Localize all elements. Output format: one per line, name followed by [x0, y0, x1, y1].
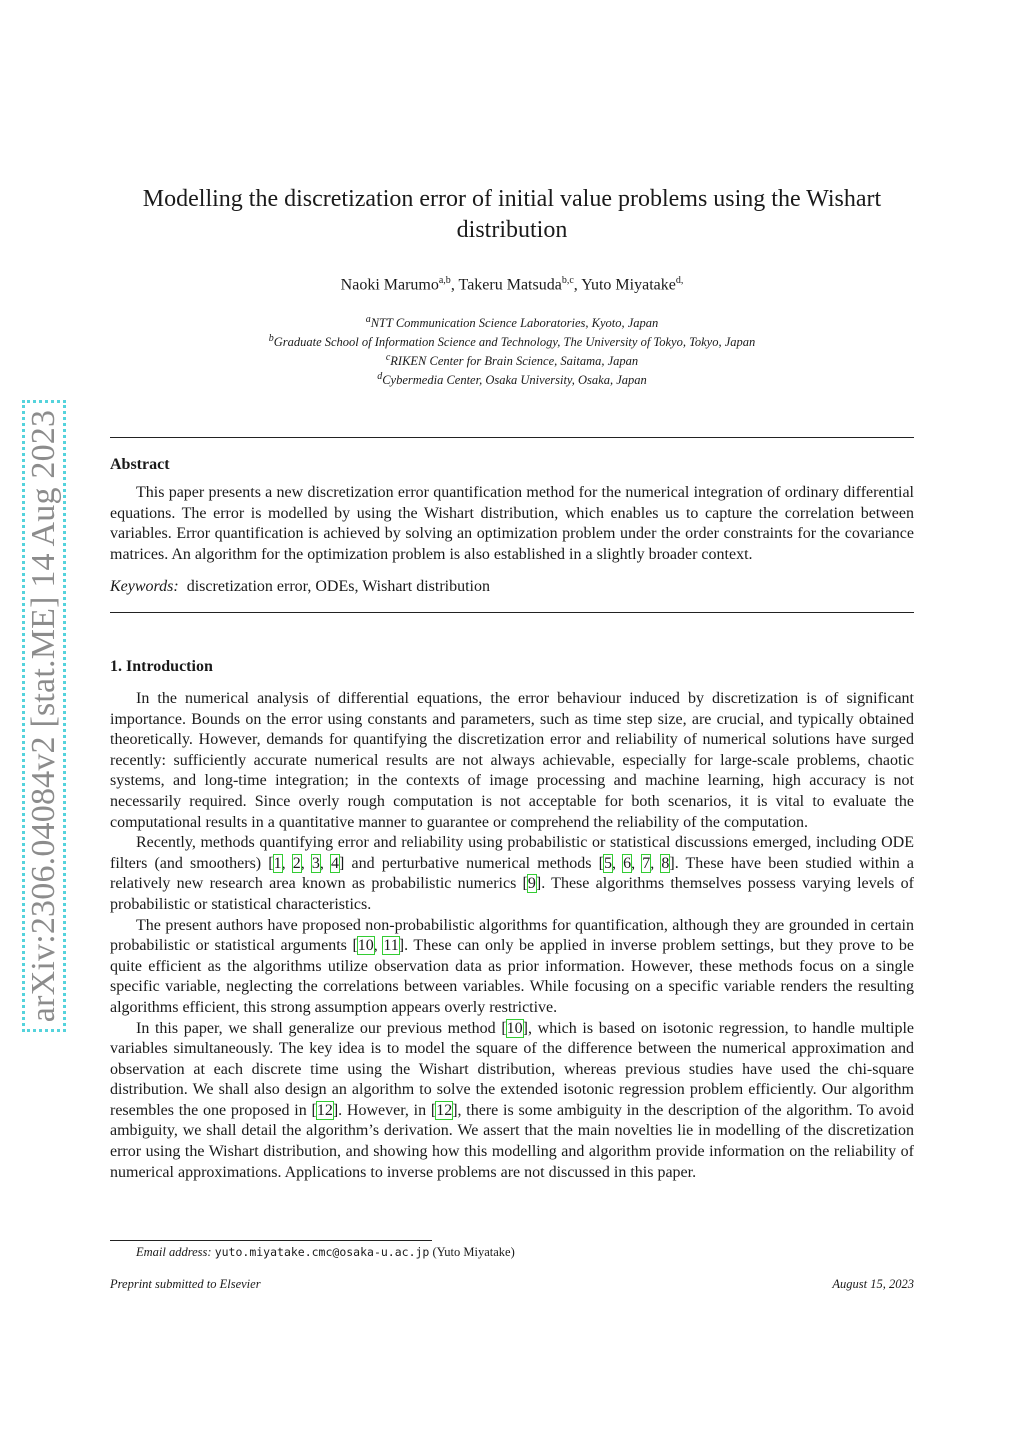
text-run: ]. However, in [	[332, 1101, 437, 1119]
affiliation-text: NTT Communication Science Laboratories, Kyoto, Japan	[370, 316, 659, 331]
abstract-text: This paper presents a new discretization error quantification method for the numerical integration of ordinary differential equations. The error is modelled by using the Wishart distribution, which enables us to capture the correlation between variables. Error quantification is achieved by solving an optimization problem under the order constraints for the covariance matrices. An algorithm for the optimization problem is also established in a slightly broader context.	[110, 484, 914, 563]
author-name: Takeru Matsuda	[458, 276, 562, 294]
author-affil-mark: d,	[675, 275, 684, 286]
citation-link[interactable]: 12	[436, 1101, 453, 1119]
affiliation-list	[112, 312, 912, 389]
affiliation-mark: d	[377, 371, 383, 383]
text-run: ], there is some ambiguity in the description of the algorithm. To avoid ambiguity, we shall detail the algorithm’s derivation. We assert that the main novelties lie in modelling of the discretization error using the Wishart distribution, and showing how this modelling and algorithm provide information on the reliability of numerical approximations. Applications to inverse problems are not discussed in this paper.	[110, 1101, 915, 1181]
author-affil-mark: a,b	[438, 275, 451, 286]
author-list: Naoki Marumo$^{a,b}$, Takeru Matsuda$^{b,c}$, Yuto Miyatake$^{d,}$	[340, 275, 684, 294]
affiliation	[112, 369, 912, 388]
text-run: The present authors have proposed non-probabilistic algorithms for quantification, although they are grounded in certain probabilistic or statistical arguments [	[110, 916, 914, 955]
intro-paragraph-2: Recently, methods quantifying error and reliability using probabilistic or statistical discussions emerged, including ODE filters (and smoothers) [1, 2, 3, 4] and perturbative numerical methods [5, 6, 7, 8]. These have been studied within a relatively new research area known as probabilistic numerics [9]. These algorithms themselves possess varying levels of probabilistic or statistical characteristics.	[110, 834, 915, 913]
citation-link[interactable]: 1	[273, 854, 282, 872]
text-run: ], which is based on isotonic regression, to handle multiple variables simultaneously. The key idea is to model the square of the difference between the numerical approximation and observation at each discrete time using the Wishart distribution, whereas previous studies have used the chi-square distribution. We shall also design an algorithm to solve the extended isotonic regression problem efficiently. Our algorithm resembles the one proposed in [	[110, 1019, 914, 1119]
text-run: ] and perturbative numerical methods [	[339, 854, 604, 872]
affiliation-mark: b	[268, 333, 274, 345]
paper-title: Modelling the discretization error of initial value problems using the Wishart distribution	[142, 186, 882, 243]
affiliation-text: Graduate School of Information Science and Technology, The University of Tokyo, Tokyo, Japan	[273, 335, 756, 350]
citation-link[interactable]: 10	[357, 937, 374, 955]
author-affil-mark: b,c	[561, 275, 574, 286]
affiliation-text: Cybermedia Center, Osaka University, Osaka, Japan	[382, 373, 647, 388]
abstract-bottom-rule	[110, 612, 914, 613]
keywords-label: Keywords:	[110, 578, 179, 595]
author-name: Yuto Miyatake	[581, 276, 676, 294]
citation-link[interactable]: 12	[316, 1101, 333, 1119]
intro-paragraph-3: The present authors have proposed non-probabilistic algorithms for quantification, although they are grounded in certain probabilistic or statistical arguments [10, 11]. These can only be applied in inverse problem settings, but they prove to be quite efficient as the algorithms utilize observation data as prior information. However, these methods focus on a single specific variable, neglecting the correlations between variables. While focusing on a specific variable renders the resulting algorithms efficient, this strong assumption appears overly restrictive.	[110, 916, 914, 1016]
section-heading-introduction: 1. Introduction	[110, 658, 213, 675]
footnote-rule	[110, 1240, 432, 1241]
text-run: ]. These can only be applied in inverse problem settings, but they prove to be quite efficient as the algorithms utilize observation data as prior information. However, these methods focus on a single specific variable, neglecting the correlations between variables. While focusing on a specific variable renders the resulting algorithms efficient, this strong assumption appears overly restrictive.	[110, 937, 914, 1016]
text-run: ]. These algorithms themselves possess varying levels of probabilistic or statistical characteristics.	[110, 875, 914, 913]
affiliation	[112, 312, 912, 331]
citation-link[interactable]: 8	[661, 854, 670, 872]
footer-date: August 15, 2023	[832, 1277, 914, 1291]
intro-paragraph-4	[110, 1019, 914, 1184]
citation-link[interactable]: 7	[642, 854, 651, 872]
citation-link[interactable]: 10	[506, 1019, 523, 1037]
abstract-heading: Abstract	[110, 456, 170, 473]
author-name: Naoki Marumo	[340, 276, 439, 294]
arxiv-id: arXiv:2306.04084v2 [stat.ME] 14 Aug 2023	[25, 409, 62, 1023]
affiliation-mark: c	[385, 352, 391, 364]
footnote-label: Email address:	[136, 1245, 212, 1259]
footer-preprint-note: Preprint submitted to Elsevier	[110, 1277, 261, 1291]
text-run: In this paper, we shall generalize our previous method [	[136, 1019, 507, 1037]
keywords	[110, 578, 490, 596]
citation-link[interactable]: 9	[527, 875, 536, 893]
arxiv-stamp	[22, 400, 66, 1032]
abstract-top-rule	[110, 437, 914, 438]
citation-link[interactable]: 6	[623, 854, 632, 872]
introduction-body	[110, 689, 914, 1183]
footnote-author-name: (Yuto Miyatake)	[432, 1245, 515, 1259]
affiliation	[112, 331, 912, 350]
citation-link[interactable]: 4	[331, 854, 340, 872]
affiliation-text: RIKEN Center for Brain Science, Saitama, Japan	[390, 354, 639, 369]
affiliation-mark: a	[365, 314, 371, 325]
citation-link[interactable]: 11	[383, 937, 399, 955]
citation-link[interactable]: 2	[292, 854, 301, 872]
affiliation	[112, 350, 912, 369]
abstract-body	[110, 483, 914, 565]
intro-paragraph-1: In the numerical analysis of differential equations, the error behaviour induced by discretization is of significant importance. Bounds on the error using constants and parameters, such as time step size, are crucial, and typically obtained theoretically. However, demands for quantifying the discretization error and reliability of numerical solutions have surged recently: sufficiently accurate numerical results are not always achievable, especially for large-scale problems, chaotic systems, and long-time integration; in the contexts of image processing and machine learning, high accuracy is not necessarily required. Since overly rough computation is not acceptable for both scenarios, it is vital to evaluate the computational results in a quantitative manner to guarantee or comprehend the reliability of the computation.	[110, 690, 914, 831]
citation-link[interactable]: 5	[603, 854, 612, 872]
author-email-link[interactable]: yuto.miyatake.cmc@osaka-u.ac.jp	[214, 1245, 430, 1259]
text-run: Recently, methods quantifying error and reliability using probabilistic or statistical discussions emerged, including ODE filters (and smoothers) [	[110, 834, 914, 872]
keywords-text: discretization error, ODEs, Wishart distribution	[186, 578, 490, 595]
text-run: ]. These have been studied within a relatively new research area known as probabilistic numerics [	[110, 854, 915, 893]
footnote	[136, 1245, 515, 1260]
citation-link[interactable]: 3	[311, 854, 320, 872]
